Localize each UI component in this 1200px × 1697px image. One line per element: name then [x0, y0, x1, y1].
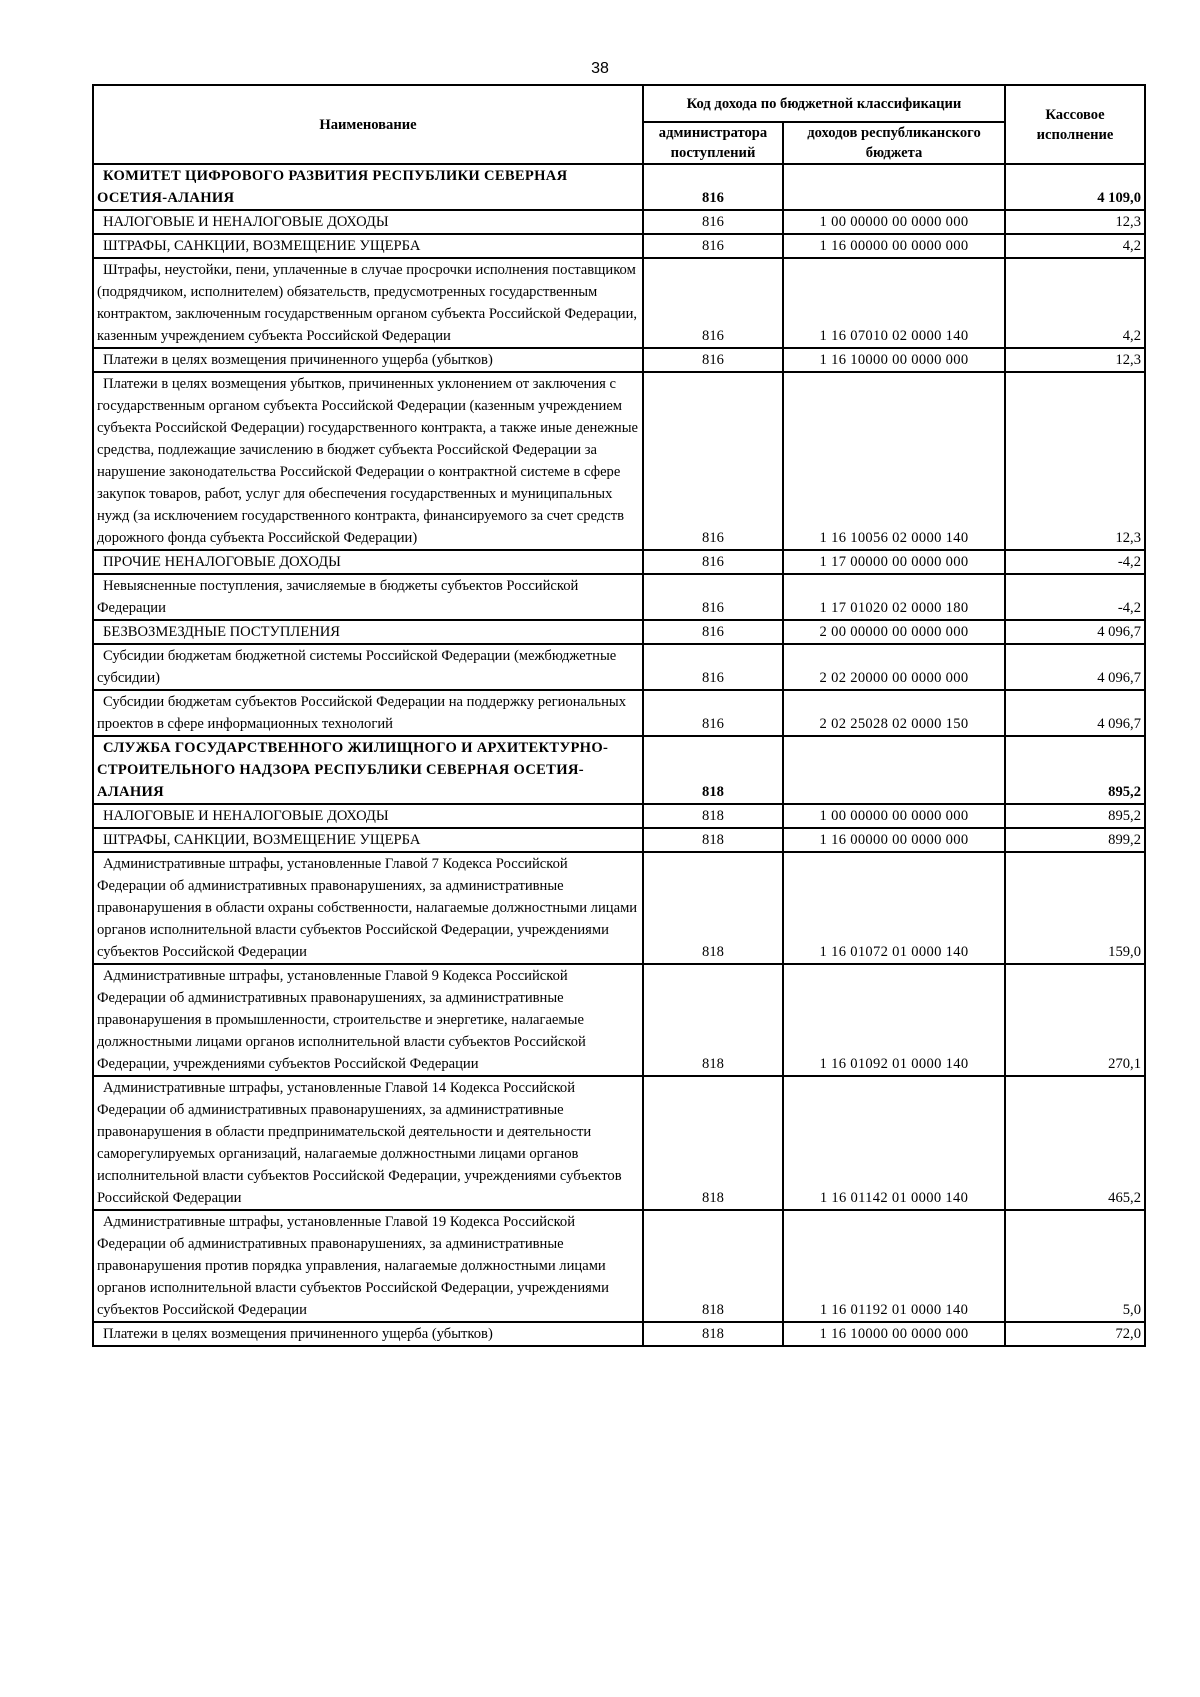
row-value: 72,0	[1005, 1322, 1145, 1346]
revenue-table	[92, 84, 1146, 1347]
row-value: 4 109,0	[1005, 164, 1145, 210]
row-name: ПРОЧИЕ НЕНАЛОГОВЫЕ ДОХОДЫ	[93, 550, 643, 574]
row-admin-code: 816	[643, 644, 783, 690]
row-income-code: 2 00 00000 00 0000 000	[783, 620, 1005, 644]
row-admin-code: 816	[643, 258, 783, 348]
table-row	[93, 852, 1145, 964]
row-name: Административные штрафы, установленные Главой 14 Кодекса Российской Федерации об административных правонарушениях, за административные правонарушения в области предпринимательской деятельности и деятельности саморегулируемых организаций, налагаемые должностными лицами органов исполнительной власти субъектов Российской Федерации, учреждениями субъектов Российской Федерации	[93, 1076, 643, 1210]
organization-row	[93, 736, 1145, 804]
row-admin-code: 818	[643, 964, 783, 1076]
row-income-code: 1 16 01092 01 0000 140	[783, 964, 1005, 1076]
row-income-code: 1 16 10056 02 0000 140	[783, 372, 1005, 550]
row-admin-code: 816	[643, 234, 783, 258]
row-value: 899,2	[1005, 828, 1145, 852]
row-admin-code: 816	[643, 372, 783, 550]
table-header	[93, 85, 1145, 164]
row-value: -4,2	[1005, 574, 1145, 620]
row-name: Субсидии бюджетам субъектов Российской Федерации на поддержку региональных проектов в сфере информационных технологий	[93, 690, 643, 736]
row-value: 5,0	[1005, 1210, 1145, 1322]
row-income-code: 1 16 10000 00 0000 000	[783, 348, 1005, 372]
row-name: Административные штрафы, установленные Главой 9 Кодекса Российской Федерации об административных правонарушениях, за административные правонарушения в промышленности, строительстве и энергетике, налагаемые должностными лицами органов исполнительной власти субъектов Российской Федерации, учреждениями субъектов Российской Федерации	[93, 964, 643, 1076]
row-admin-code: 816	[643, 690, 783, 736]
row-admin-code: 816	[643, 210, 783, 234]
header-code-group: Код дохода по бюджетной классификации	[643, 85, 1005, 122]
row-value: 4 096,7	[1005, 644, 1145, 690]
table-row	[93, 690, 1145, 736]
table-row	[93, 828, 1145, 852]
table-row	[93, 258, 1145, 348]
row-name: Субсидии бюджетам бюджетной системы Российской Федерации (межбюджетные субсидии)	[93, 644, 643, 690]
table-row	[93, 574, 1145, 620]
row-admin-code: 816	[643, 348, 783, 372]
row-income-code: 1 17 00000 00 0000 000	[783, 550, 1005, 574]
row-value: 895,2	[1005, 804, 1145, 828]
row-name: КОМИТЕТ ЦИФРОВОГО РАЗВИТИЯ РЕСПУБЛИКИ СЕВЕРНАЯ ОСЕТИЯ-АЛАНИЯ	[93, 164, 643, 210]
row-income-code: 1 16 01072 01 0000 140	[783, 852, 1005, 964]
row-name: ШТРАФЫ, САНКЦИИ, ВОЗМЕЩЕНИЕ УЩЕРБА	[93, 828, 643, 852]
header-admin: администратора поступлений	[643, 122, 783, 164]
row-admin-code: 816	[643, 574, 783, 620]
row-admin-code: 818	[643, 1210, 783, 1322]
row-name: Платежи в целях возмещения причиненного ущерба (убытков)	[93, 348, 643, 372]
row-income-code	[783, 736, 1005, 804]
row-income-code: 1 00 00000 00 0000 000	[783, 210, 1005, 234]
row-income-code: 1 16 07010 02 0000 140	[783, 258, 1005, 348]
organization-row	[93, 164, 1145, 210]
row-admin-code: 818	[643, 736, 783, 804]
row-value: 465,2	[1005, 1076, 1145, 1210]
page-number: 38	[591, 60, 609, 77]
row-admin-code: 818	[643, 1076, 783, 1210]
row-income-code: 1 17 01020 02 0000 180	[783, 574, 1005, 620]
table-row	[93, 964, 1145, 1076]
row-income-code	[783, 164, 1005, 210]
row-value: 270,1	[1005, 964, 1145, 1076]
row-name: НАЛОГОВЫЕ И НЕНАЛОГОВЫЕ ДОХОДЫ	[93, 210, 643, 234]
row-name: Административные штрафы, установленные Главой 7 Кодекса Российской Федерации об административных правонарушениях, за административные правонарушения в области охраны собственности, налагаемые должностными лицами органов исполнительной власти субъектов Российской Федерации, учреждениями субъектов Российской Федерации	[93, 852, 643, 964]
row-admin-code: 818	[643, 804, 783, 828]
row-income-code: 2 02 20000 00 0000 000	[783, 644, 1005, 690]
table-row	[93, 1322, 1145, 1346]
row-income-code: 1 16 01142 01 0000 140	[783, 1076, 1005, 1210]
row-name: НАЛОГОВЫЕ И НЕНАЛОГОВЫЕ ДОХОДЫ	[93, 804, 643, 828]
header-income: доходов республиканского бюджета	[783, 122, 1005, 164]
row-value: 12,3	[1005, 210, 1145, 234]
row-admin-code: 818	[643, 1322, 783, 1346]
row-income-code: 1 00 00000 00 0000 000	[783, 804, 1005, 828]
row-name: СЛУЖБА ГОСУДАРСТВЕННОГО ЖИЛИЩНОГО И АРХИТЕКТУРНО-СТРОИТЕЛЬНОГО НАДЗОРА РЕСПУБЛИКИ СЕВЕРНАЯ ОСЕТИЯ-АЛАНИЯ	[93, 736, 643, 804]
row-admin-code: 816	[643, 550, 783, 574]
table-row	[93, 1076, 1145, 1210]
table-row	[93, 1210, 1145, 1322]
table-row	[93, 550, 1145, 574]
table-row	[93, 348, 1145, 372]
table-row	[93, 234, 1145, 258]
row-income-code: 1 16 00000 00 0000 000	[783, 234, 1005, 258]
row-value: 4 096,7	[1005, 620, 1145, 644]
row-value: 895,2	[1005, 736, 1145, 804]
header-name: Наименование	[93, 85, 643, 164]
row-name: Административные штрафы, установленные Главой 19 Кодекса Российской Федерации об административных правонарушениях, за административные правонарушения против порядка управления, налагаемые должностными лицами органов исполнительной власти субъектов Российской Федерации, учреждениями субъектов Российской Федерации	[93, 1210, 643, 1322]
row-name: ШТРАФЫ, САНКЦИИ, ВОЗМЕЩЕНИЕ УЩЕРБА	[93, 234, 643, 258]
row-name: Платежи в целях возмещения убытков, причиненных уклонением от заключения с государственным органом субъекта Российской Федерации (казенным учреждением субъекта Российской Федерации) государственного контракта, а также иные денежные средства, подлежащие зачислению в бюджет субъекта Российской Федерации за нарушение законодательства Российской Федерации о контрактной системе в сфере закупок товаров, работ, услуг для обеспечения государственных и муниципальных нужд (за исключением государственного контракта, финансируемого за счет средств дорожного фонда субъекта Российской Федерации)	[93, 372, 643, 550]
table-row	[93, 210, 1145, 234]
row-value: 12,3	[1005, 348, 1145, 372]
row-income-code: 1 16 01192 01 0000 140	[783, 1210, 1005, 1322]
row-name: Невыясненные поступления, зачисляемые в бюджеты субъектов Российской Федерации	[93, 574, 643, 620]
row-income-code: 2 02 25028 02 0000 150	[783, 690, 1005, 736]
row-admin-code: 816	[643, 620, 783, 644]
table-row	[93, 804, 1145, 828]
row-name: Платежи в целях возмещения причиненного ущерба (убытков)	[93, 1322, 643, 1346]
row-value: 4,2	[1005, 258, 1145, 348]
row-value: 159,0	[1005, 852, 1145, 964]
row-value: 12,3	[1005, 372, 1145, 550]
table-row	[93, 644, 1145, 690]
row-admin-code: 816	[643, 164, 783, 210]
row-name: Штрафы, неустойки, пени, уплаченные в случае просрочки исполнения поставщиком (подрядчиком, исполнителем) обязательств, предусмотренных государственным контрактом, заключенным государственным органом субъекта Российской Федерации, казенным учреждением субъекта Российской Федерации	[93, 258, 643, 348]
table-row	[93, 620, 1145, 644]
row-admin-code: 818	[643, 852, 783, 964]
table-row	[93, 372, 1145, 550]
row-name: БЕЗВОЗМЕЗДНЫЕ ПОСТУПЛЕНИЯ	[93, 620, 643, 644]
row-value: -4,2	[1005, 550, 1145, 574]
row-income-code: 1 16 00000 00 0000 000	[783, 828, 1005, 852]
row-value: 4,2	[1005, 234, 1145, 258]
header-execution: Кассовое исполнение	[1005, 85, 1145, 164]
row-income-code: 1 16 10000 00 0000 000	[783, 1322, 1005, 1346]
row-admin-code: 818	[643, 828, 783, 852]
row-value: 4 096,7	[1005, 690, 1145, 736]
table-body	[93, 164, 1145, 1346]
